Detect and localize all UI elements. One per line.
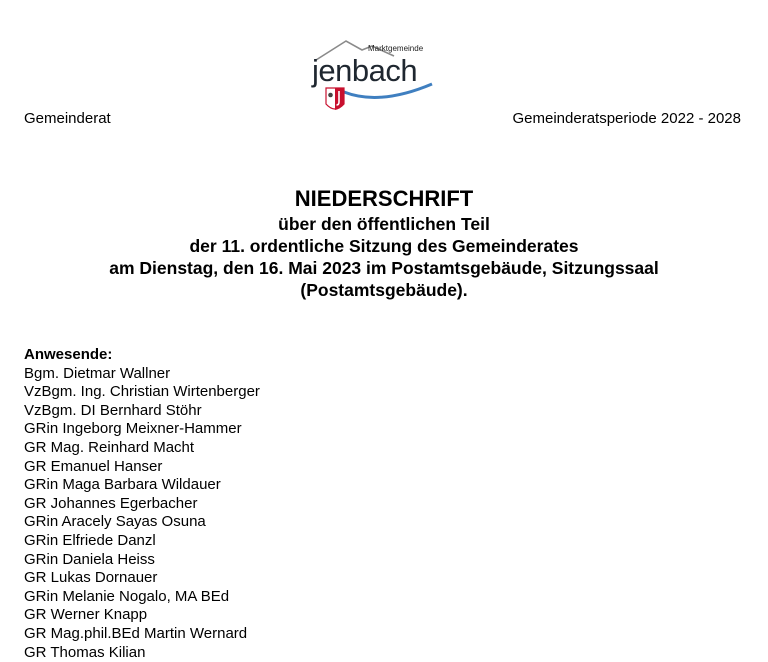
title-block — [0, 185, 768, 301]
list-item: Bgm. Dietmar Wallner — [24, 365, 260, 384]
header-body-label: Gemeinderat — [24, 110, 111, 127]
attendees-section — [24, 346, 260, 662]
list-item: GRin Elfriede Danzl — [24, 532, 260, 551]
subtitle-line: am Dienstag, den 16. Mai 2023 im Postamtsgebäude, Sitzungssaal — [0, 257, 768, 279]
jenbach-logo — [310, 38, 440, 118]
list-item: GR Thomas Kilian — [24, 644, 260, 662]
list-item: GR Lukas Dornauer — [24, 569, 260, 588]
attendees-list — [24, 365, 260, 662]
subtitle-line: der 11. ordentliche Sitzung des Gemeinderates — [0, 235, 768, 257]
list-item: GR Johannes Egerbacher — [24, 495, 260, 514]
list-item: VzBgm. DI Bernhard Stöhr — [24, 402, 260, 421]
subtitle-line: (Postamtsgebäude). — [0, 279, 768, 301]
crest-icon — [326, 88, 344, 110]
logo-wordmark: jenbach — [312, 55, 417, 86]
list-item: GRin Daniela Heiss — [24, 551, 260, 570]
list-item: GR Emanuel Hanser — [24, 458, 260, 477]
attendees-heading: Anwesende: — [24, 346, 260, 365]
header-period-label: Gemeinderatsperiode 2022 - 2028 — [513, 110, 742, 127]
list-item: GR Mag.phil.BEd Martin Wernard — [24, 625, 260, 644]
subtitle-line: über den öffentlichen Teil — [0, 213, 768, 235]
list-item: GRin Melanie Nogalo, MA BEd — [24, 588, 260, 607]
list-item: GR Werner Knapp — [24, 606, 260, 625]
list-item: GR Mag. Reinhard Macht — [24, 439, 260, 458]
list-item: VzBgm. Ing. Christian Wirtenberger — [24, 383, 260, 402]
list-item: GRin Maga Barbara Wildauer — [24, 476, 260, 495]
list-item: GRin Ingeborg Meixner-Hammer — [24, 420, 260, 439]
list-item: GRin Aracely Sayas Osuna — [24, 513, 260, 532]
logo-tagline: Marktgemeinde — [368, 44, 423, 53]
document-title: NIEDERSCHRIFT — [0, 185, 768, 213]
